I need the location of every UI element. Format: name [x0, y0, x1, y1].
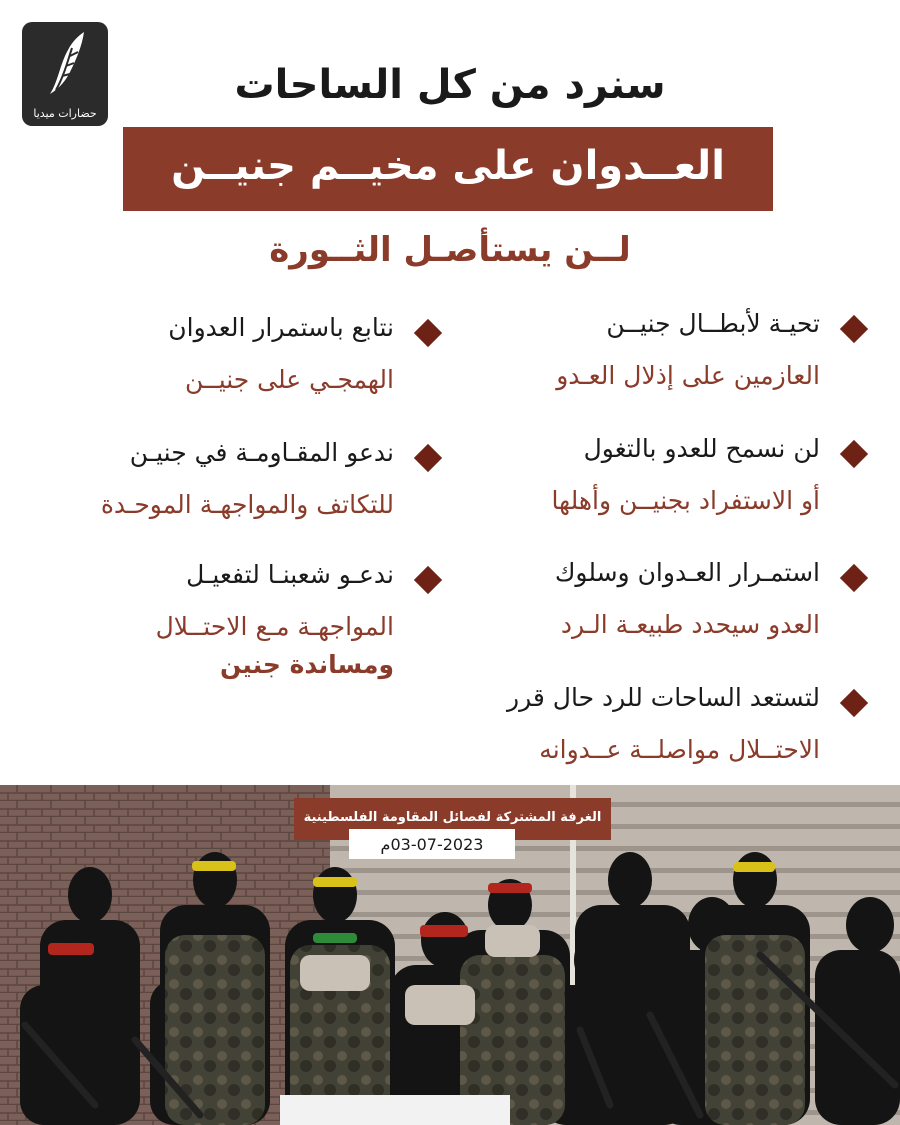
point-main: لن نسمح للعدو بالتغول	[583, 434, 820, 463]
diamond-bullet-icon	[414, 319, 442, 347]
diamond-bullet-icon	[840, 689, 868, 717]
diamond-bullet-icon	[840, 564, 868, 592]
point-main: ندعـو شعبنـا لتفعيـل	[186, 560, 394, 589]
point-item	[484, 558, 864, 648]
date-text: 03-07-2023م	[380, 835, 484, 854]
point-sub: العازمين على إذلال العـدو	[556, 361, 820, 390]
title-banner	[123, 127, 773, 211]
date-box	[349, 829, 515, 859]
tagline: لــن يستأصـل الثــورة	[269, 230, 631, 270]
diamond-bullet-icon	[414, 444, 442, 472]
point-main: تحيـة لأبطــال جنيــن	[606, 309, 820, 338]
point-sub-2: ومساندة جنين	[219, 650, 394, 679]
point-sub: الاحتــلال مواصلــة عــدوانه	[539, 735, 820, 764]
diamond-bullet-icon	[414, 566, 442, 594]
point-sub: العدو سيحدد طبيعـة الـرد	[560, 610, 820, 639]
point-item	[484, 309, 864, 399]
diamond-bullet-icon	[840, 315, 868, 343]
point-main: نتابع باستمرار العدوان	[168, 313, 394, 342]
media-logo	[22, 22, 108, 126]
point-sub: الهمجـي على جنيــن	[185, 365, 394, 394]
point-item	[484, 683, 864, 773]
point-main: لتستعد الساحات للرد حال قرر	[507, 683, 820, 712]
banner-text: العــدوان على مخيــم جنيــن	[171, 143, 725, 189]
caption-text: الغرفة المشتركة لفصائل المقاومة الفلسطينية	[303, 810, 602, 825]
point-item	[58, 438, 438, 528]
diamond-bullet-icon	[840, 440, 868, 468]
group-photo	[0, 785, 900, 1125]
quill-logo-icon	[42, 30, 88, 100]
point-sub: المواجهـة مـع الاحتــلال	[155, 612, 394, 641]
point-sub: أو الاستفراد بجنيــن وأهلها	[551, 486, 820, 515]
logo-text: حضارات ميديا	[33, 107, 97, 120]
point-main: ندعو المقـاومـة في جنيـن	[129, 438, 394, 467]
point-item	[58, 313, 438, 403]
point-sub: للتكاتف والمواجهـة الموحـدة	[100, 490, 394, 519]
point-main: استمـرار العـدوان وسلوك	[554, 558, 820, 587]
point-item	[484, 434, 864, 524]
point-item	[58, 560, 438, 690]
headline: سنرد من كل الساحات	[234, 62, 666, 108]
